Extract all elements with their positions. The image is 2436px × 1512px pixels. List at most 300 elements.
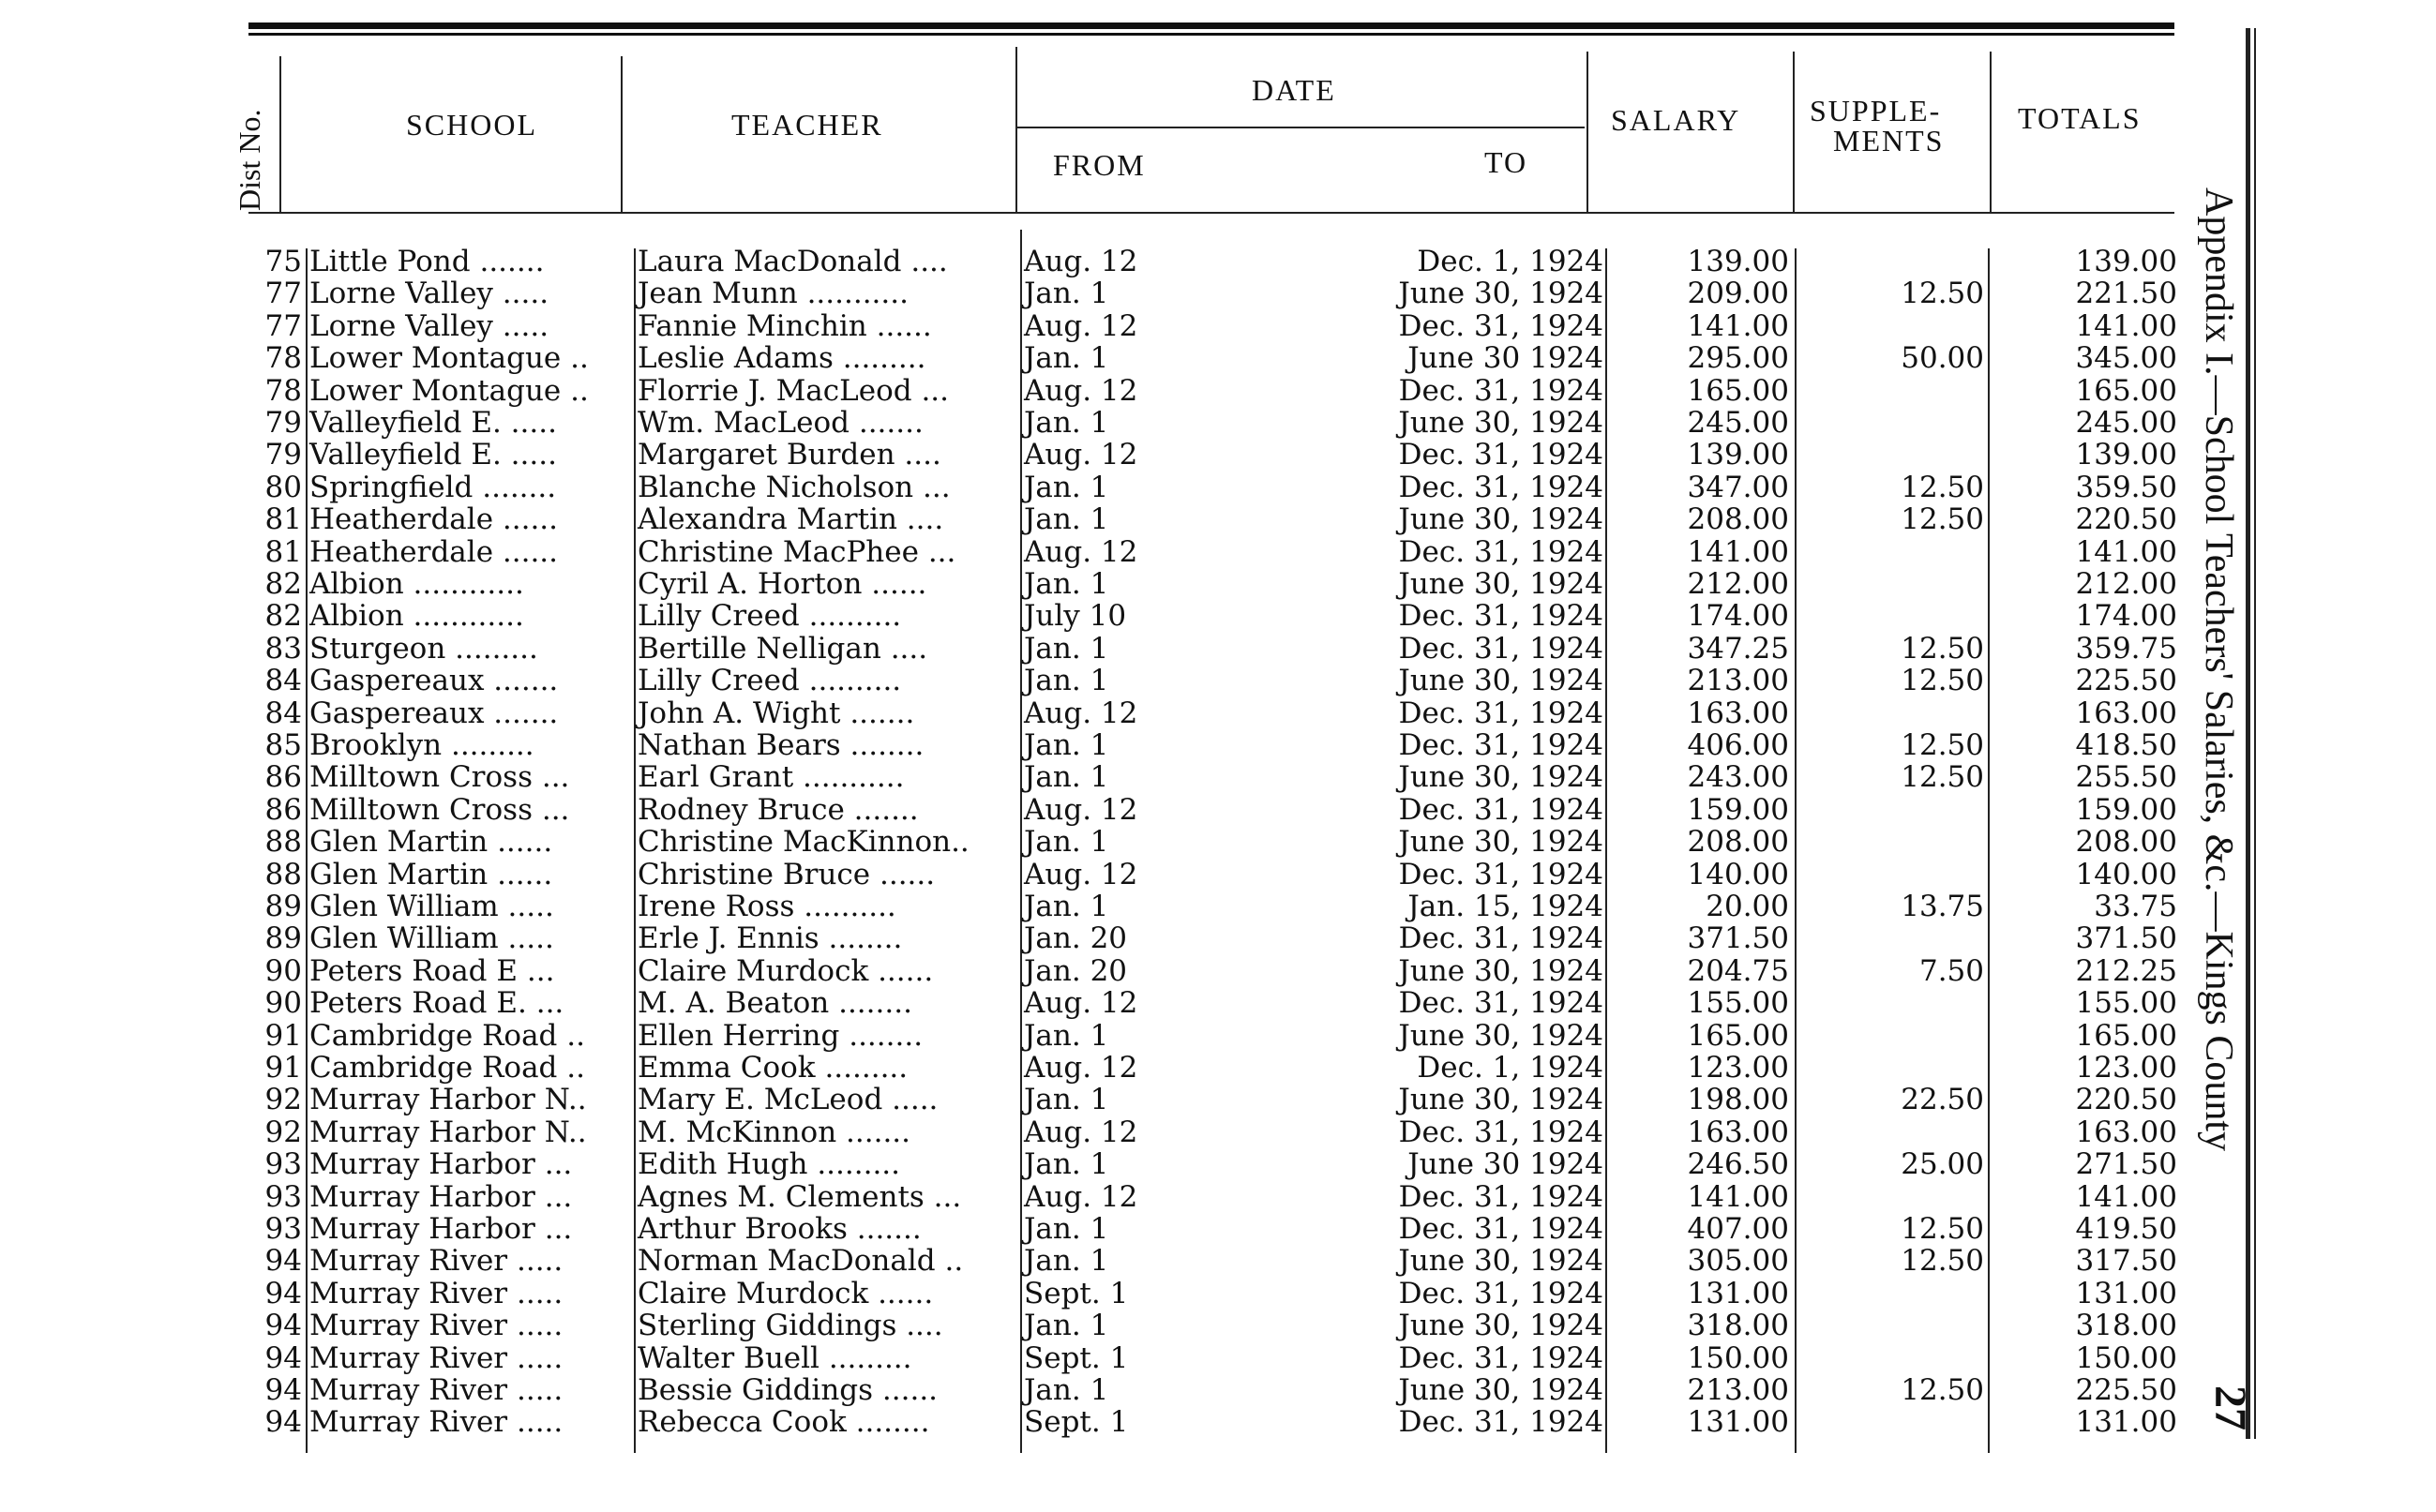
dist-number: 90 — [264, 953, 302, 988]
date-to: June 30 1924 — [1407, 1147, 1603, 1182]
date-from: Jan. 1 — [1024, 1309, 1109, 1343]
table-row — [0, 310, 2250, 342]
dist-number: 77 — [264, 308, 302, 343]
supplements-amount: 25.00 — [1901, 1147, 1984, 1182]
date-to: June 30 1924 — [1407, 341, 1603, 376]
table-row — [0, 697, 2250, 729]
salary-amount: 163.00 — [1687, 696, 1789, 730]
dist-number: 81 — [264, 502, 302, 537]
salary-amount: 139.00 — [1687, 438, 1789, 472]
teacher-name: Emma Cook ......... — [638, 1051, 909, 1085]
school-name: Gaspereaux ....... — [309, 696, 559, 730]
dist-number: 84 — [264, 664, 302, 698]
dist-number: 94 — [264, 1373, 302, 1407]
table-row — [0, 955, 2250, 987]
date-from: Aug. 12 — [1024, 438, 1138, 472]
total-amount: 271.50 — [2075, 1147, 2177, 1182]
teacher-name: Bessie Giddings ...... — [638, 1373, 939, 1407]
side-rule-right — [2254, 28, 2256, 1439]
table-row — [0, 342, 2250, 374]
teacher-name: Lilly Creed .......... — [638, 599, 902, 634]
supplements-amount: 12.50 — [1901, 470, 1984, 504]
teacher-name: Earl Grant ........... — [638, 760, 905, 795]
school-name: Glen Martin ...... — [309, 857, 553, 891]
salary-amount: 407.00 — [1687, 1212, 1789, 1246]
supplements-amount: 12.50 — [1901, 1212, 1984, 1246]
table-row — [0, 665, 2250, 696]
table-row — [0, 1310, 2250, 1341]
date-from: Jan. 1 — [1024, 470, 1109, 504]
total-amount: 208.00 — [2075, 825, 2177, 860]
teacher-name: John A. Wight ....... — [638, 696, 915, 730]
dist-number: 80 — [264, 470, 302, 504]
total-amount: 317.50 — [2075, 1244, 2177, 1279]
teacher-name: Norman MacDonald .. — [638, 1244, 964, 1279]
school-name: Heatherdale ...... — [309, 502, 559, 537]
total-amount: 419.50 — [2075, 1212, 2177, 1246]
salary-amount: 141.00 — [1687, 534, 1789, 569]
school-name: Murray Harbor ... — [309, 1212, 573, 1246]
date-to: June 30, 1924 — [1398, 1244, 1603, 1279]
teacher-name: Nathan Bears ........ — [638, 728, 925, 762]
header-divider-4 — [1586, 52, 1588, 212]
supplements-amount: 12.50 — [1901, 631, 1984, 666]
date-from: Aug. 12 — [1024, 245, 1138, 278]
teacher-name: Bertille Nelligan .... — [638, 631, 928, 666]
dist-number: 78 — [264, 341, 302, 376]
total-amount: 418.50 — [2075, 728, 2177, 762]
salary-amount: 246.50 — [1687, 1147, 1789, 1182]
date-to: Dec. 31, 1924 — [1398, 534, 1603, 569]
date-to: June 30, 1924 — [1398, 760, 1603, 795]
dist-number: 84 — [264, 696, 302, 730]
date-to: Dec. 31, 1924 — [1398, 921, 1603, 956]
total-amount: 220.50 — [2075, 502, 2177, 537]
table-row — [0, 1278, 2250, 1310]
salary-amount: 204.75 — [1687, 953, 1789, 988]
total-amount: 165.00 — [2075, 373, 2177, 408]
school-name: Cambridge Road .. — [309, 1051, 585, 1085]
dist-number: 90 — [264, 986, 302, 1021]
total-amount: 359.50 — [2075, 470, 2177, 504]
header-teacher: TEACHER — [731, 108, 883, 142]
total-amount: 345.00 — [2075, 341, 2177, 376]
dist-number: 89 — [264, 921, 302, 956]
school-name: Murray Harbor ... — [309, 1147, 573, 1182]
school-name: Lorne Valley ..... — [309, 308, 549, 343]
teacher-name: Sterling Giddings .... — [638, 1309, 943, 1343]
total-amount: 359.75 — [2075, 631, 2177, 666]
table-row — [0, 536, 2250, 568]
teacher-name: Rebecca Cook ........ — [638, 1405, 930, 1440]
dist-number: 79 — [264, 406, 302, 440]
date-to: Dec. 31, 1924 — [1398, 1276, 1603, 1310]
table-row — [0, 439, 2250, 471]
table-row — [0, 859, 2250, 891]
header-divider-6 — [1990, 52, 1992, 212]
total-amount: 220.50 — [2075, 1083, 2177, 1117]
date-from: Aug. 12 — [1024, 1115, 1138, 1149]
teacher-name: Alexandra Martin .... — [638, 502, 944, 537]
date-to: Dec. 31, 1924 — [1398, 1115, 1603, 1149]
date-to: Dec. 31, 1924 — [1398, 438, 1603, 472]
school-name: Valleyfield E. ..... — [309, 438, 557, 472]
date-to: Dec. 31, 1924 — [1398, 857, 1603, 891]
date-from: Jan. 1 — [1024, 728, 1109, 762]
school-name: Little Pond ....... — [309, 245, 545, 278]
dist-number: 83 — [264, 631, 302, 666]
table-row — [0, 987, 2250, 1019]
supplements-amount: 13.75 — [1901, 890, 1984, 923]
date-to: June 30, 1924 — [1398, 953, 1603, 988]
dist-number: 91 — [264, 1018, 302, 1053]
header-date: DATE — [1252, 73, 1336, 107]
date-from: Jan. 1 — [1024, 341, 1109, 376]
table-row — [0, 277, 2250, 309]
supplements-amount: 22.50 — [1901, 1083, 1984, 1117]
date-from: Jan. 1 — [1024, 1373, 1109, 1407]
date-from: Jan. 1 — [1024, 890, 1109, 923]
dist-number: 86 — [264, 792, 302, 827]
supplements-amount: 12.50 — [1901, 1244, 1984, 1279]
school-name: Cambridge Road .. — [309, 1018, 585, 1053]
supplements-amount: 12.50 — [1901, 502, 1984, 537]
total-amount: 141.00 — [2075, 534, 2177, 569]
date-to: June 30, 1924 — [1398, 1083, 1603, 1117]
date-from: Aug. 12 — [1024, 1179, 1138, 1214]
date-to: Jan. 15, 1924 — [1407, 890, 1603, 923]
date-to: Dec. 31, 1924 — [1398, 1405, 1603, 1440]
dist-number: 88 — [264, 857, 302, 891]
date-to: Dec. 31, 1924 — [1398, 631, 1603, 666]
date-from: Jan. 1 — [1024, 631, 1109, 666]
teacher-name: Irene Ross .......... — [638, 890, 896, 923]
table-row — [0, 761, 2250, 793]
total-amount: 150.00 — [2075, 1340, 2177, 1375]
date-from: Aug. 12 — [1024, 308, 1138, 343]
dist-number: 77 — [264, 277, 302, 311]
salary-amount: 155.00 — [1687, 986, 1789, 1021]
dist-number: 81 — [264, 534, 302, 569]
school-name: Brooklyn ......... — [309, 728, 534, 762]
salary-amount: 305.00 — [1687, 1244, 1789, 1279]
teacher-name: Jean Munn ........... — [638, 277, 909, 311]
salary-amount: 165.00 — [1687, 373, 1789, 408]
date-to: Dec. 31, 1924 — [1398, 986, 1603, 1021]
teacher-name: Leslie Adams ......... — [638, 341, 926, 376]
teacher-name: Cyril A. Horton ...... — [638, 567, 927, 601]
teacher-name: Claire Murdock ...... — [638, 953, 934, 988]
date-to: June 30, 1924 — [1398, 1309, 1603, 1343]
total-amount: 155.00 — [2075, 986, 2177, 1021]
school-name: Peters Road E. ... — [309, 986, 564, 1021]
teacher-name: Rodney Bruce ....... — [638, 792, 919, 827]
supplements-amount: 12.50 — [1901, 664, 1984, 698]
school-name: Albion ............ — [309, 599, 524, 634]
dist-number: 79 — [264, 438, 302, 472]
school-name: Milltown Cross ... — [309, 760, 570, 795]
salary-amount: 20.00 — [1706, 890, 1789, 923]
teacher-name: Laura MacDonald .... — [638, 245, 948, 278]
table-row — [0, 633, 2250, 665]
date-to: Dec. 1, 1924 — [1417, 1051, 1603, 1085]
header-from: FROM — [1053, 148, 1146, 182]
side-rule-left — [2246, 28, 2250, 1439]
dist-number: 94 — [264, 1309, 302, 1343]
dist-number: 78 — [264, 373, 302, 408]
table-row — [0, 375, 2250, 407]
teacher-name: Agnes M. Clements ... — [638, 1179, 962, 1214]
salary-amount: 198.00 — [1687, 1083, 1789, 1117]
date-from: July 10 — [1024, 599, 1127, 634]
date-to: Dec. 31, 1924 — [1398, 1340, 1603, 1375]
salary-amount: 159.00 — [1687, 792, 1789, 827]
salary-amount: 209.00 — [1687, 277, 1789, 311]
school-name: Valleyfield E. ..... — [309, 406, 557, 440]
school-name: Murray River ..... — [309, 1276, 564, 1310]
total-amount: 212.00 — [2075, 567, 2177, 601]
dist-number: 92 — [264, 1083, 302, 1117]
school-name: Murray River ..... — [309, 1373, 564, 1407]
header-divider-5 — [1793, 52, 1795, 212]
supplements-amount: 12.50 — [1901, 728, 1984, 762]
total-amount: 163.00 — [2075, 696, 2177, 730]
header-supplements-2: MENTS — [1833, 124, 1945, 157]
table-row — [0, 1148, 2250, 1180]
salary-amount: 123.00 — [1687, 1051, 1789, 1085]
teacher-name: M. McKinnon ....... — [638, 1115, 911, 1149]
table-row — [0, 826, 2250, 858]
date-to: Dec. 31, 1924 — [1398, 792, 1603, 827]
date-from: Jan. 1 — [1024, 1083, 1109, 1117]
date-from: Aug. 12 — [1024, 857, 1138, 891]
header-to: TO — [1484, 145, 1528, 179]
supplements-amount: 12.50 — [1901, 760, 1984, 795]
teacher-name: Claire Murdock ...... — [638, 1276, 934, 1310]
date-to: Dec. 31, 1924 — [1398, 1179, 1603, 1214]
table-row — [0, 1181, 2250, 1213]
teacher-name: Blanche Nicholson ... — [638, 470, 951, 504]
salary-amount: 163.00 — [1687, 1115, 1789, 1149]
date-from: Sept. 1 — [1024, 1340, 1129, 1375]
dist-number: 93 — [264, 1212, 302, 1246]
table-row — [0, 472, 2250, 503]
school-name: Lower Montague .. — [309, 373, 589, 408]
total-amount: 165.00 — [2075, 1018, 2177, 1053]
teacher-name: Arthur Brooks ....... — [638, 1212, 922, 1246]
salary-amount: 131.00 — [1687, 1405, 1789, 1440]
total-amount: 139.00 — [2075, 245, 2177, 278]
table-row — [0, 1116, 2250, 1148]
school-name: Glen William ..... — [309, 921, 554, 956]
total-amount: 140.00 — [2075, 857, 2177, 891]
salary-amount: 139.00 — [1687, 245, 1789, 278]
school-name: Murray River ..... — [309, 1309, 564, 1343]
salary-amount: 243.00 — [1687, 760, 1789, 795]
header-totals: TOTALS — [2018, 101, 2142, 135]
appendix-side-title: Appendix I.—School Teachers' Salaries, &c.—Kings County — [2197, 187, 2240, 1152]
teacher-name: M. A. Beaton ........ — [638, 986, 912, 1021]
date-to: Dec. 31, 1924 — [1398, 696, 1603, 730]
teacher-name: Wm. MacLeod ....... — [638, 406, 924, 440]
salary-amount: 165.00 — [1687, 1018, 1789, 1053]
total-amount: 212.25 — [2075, 953, 2177, 988]
date-from: Jan. 1 — [1024, 760, 1109, 795]
salary-amount: 295.00 — [1687, 341, 1789, 376]
total-amount: 371.50 — [2075, 921, 2177, 956]
salary-amount: 213.00 — [1687, 664, 1789, 698]
salary-amount: 141.00 — [1687, 1179, 1789, 1214]
date-to: June 30, 1924 — [1398, 1373, 1603, 1407]
date-from: Jan. 1 — [1024, 502, 1109, 537]
header-salary: SALARY — [1611, 103, 1741, 137]
header-dist-no: Dist No. — [233, 109, 266, 211]
table-row — [0, 1406, 2250, 1438]
teacher-name: Florrie J. MacLeod ... — [638, 373, 950, 408]
teacher-name: Margaret Burden .... — [638, 438, 941, 472]
supplements-amount: 50.00 — [1901, 341, 1984, 376]
school-name: Heatherdale ...... — [309, 534, 559, 569]
total-amount: 245.00 — [2075, 406, 2177, 440]
date-from: Jan. 20 — [1024, 953, 1128, 988]
date-from: Aug. 12 — [1024, 1051, 1138, 1085]
school-name: Murray River ..... — [309, 1405, 564, 1440]
school-name: Murray Harbor N.. — [309, 1115, 587, 1149]
table-row — [0, 729, 2250, 761]
date-to: Dec. 31, 1924 — [1398, 599, 1603, 634]
table-row — [0, 407, 2250, 439]
header-divider-3 — [1015, 47, 1017, 212]
date-from: Aug. 12 — [1024, 986, 1138, 1021]
date-to: Dec. 31, 1924 — [1398, 728, 1603, 762]
date-to: June 30, 1924 — [1398, 502, 1603, 537]
table-row — [0, 1374, 2250, 1406]
top-rule-thick — [248, 22, 2174, 29]
total-amount: 221.50 — [2075, 277, 2177, 311]
teacher-name: Christine MacPhee ... — [638, 534, 956, 569]
salary-amount: 174.00 — [1687, 599, 1789, 634]
date-to: Dec. 31, 1924 — [1398, 308, 1603, 343]
date-to: Dec. 31, 1924 — [1398, 1212, 1603, 1246]
date-to: Dec. 31, 1924 — [1398, 470, 1603, 504]
total-amount: 225.50 — [2075, 1373, 2177, 1407]
salary-amount: 131.00 — [1687, 1276, 1789, 1310]
salary-amount: 213.00 — [1687, 1373, 1789, 1407]
date-from: Aug. 12 — [1024, 696, 1138, 730]
salary-amount: 212.00 — [1687, 567, 1789, 601]
school-name: Glen William ..... — [309, 890, 554, 923]
total-amount: 318.00 — [2075, 1309, 2177, 1343]
date-from: Jan. 1 — [1024, 1212, 1109, 1246]
header-divider-1 — [279, 56, 281, 212]
date-from: Aug. 12 — [1024, 792, 1138, 827]
date-to: June 30, 1924 — [1398, 825, 1603, 860]
dist-number: 89 — [264, 890, 302, 923]
total-amount: 131.00 — [2075, 1276, 2177, 1310]
total-amount: 123.00 — [2075, 1051, 2177, 1085]
date-from: Jan. 1 — [1024, 825, 1109, 860]
dist-number: 82 — [264, 599, 302, 634]
school-name: Sturgeon ......... — [309, 631, 538, 666]
salary-amount: 371.50 — [1687, 921, 1789, 956]
supplements-amount: 12.50 — [1901, 277, 1984, 311]
dist-number: 94 — [264, 1244, 302, 1279]
salary-amount: 318.00 — [1687, 1309, 1789, 1343]
salary-amount: 208.00 — [1687, 502, 1789, 537]
total-amount: 225.50 — [2075, 664, 2177, 698]
teacher-name: Christine Bruce ...... — [638, 857, 936, 891]
date-from: Jan. 1 — [1024, 1147, 1109, 1182]
header-divider-2 — [621, 56, 623, 212]
dist-number: 94 — [264, 1405, 302, 1440]
total-amount: 159.00 — [2075, 792, 2177, 827]
dist-number: 93 — [264, 1147, 302, 1182]
teacher-name: Erle J. Ennis ........ — [638, 921, 903, 956]
dist-number: 93 — [264, 1179, 302, 1214]
table-row — [0, 922, 2250, 954]
date-from: Jan. 1 — [1024, 1018, 1109, 1053]
salary-amount: 406.00 — [1687, 728, 1789, 762]
dist-number: 75 — [264, 245, 302, 278]
dist-number: 82 — [264, 567, 302, 601]
school-name: Gaspereaux ....... — [309, 664, 559, 698]
table-row — [0, 568, 2250, 600]
table-row — [0, 1245, 2250, 1277]
teacher-name: Mary E. McLeod ..... — [638, 1083, 939, 1117]
date-from: Jan. 1 — [1024, 664, 1109, 698]
school-name: Murray Harbor N.. — [309, 1083, 587, 1117]
header-school: SCHOOL — [406, 108, 538, 142]
total-amount: 255.50 — [2075, 760, 2177, 795]
table-row — [0, 891, 2250, 922]
school-name: Murray Harbor ... — [309, 1179, 573, 1214]
teacher-name: Walter Buell ......... — [638, 1340, 912, 1375]
date-to: June 30, 1924 — [1398, 664, 1603, 698]
date-from: Jan. 1 — [1024, 567, 1109, 601]
school-name: Glen Martin ...... — [309, 825, 553, 860]
dist-number: 86 — [264, 760, 302, 795]
date-from: Jan. 20 — [1024, 921, 1128, 956]
salary-amount: 347.00 — [1687, 470, 1789, 504]
dist-number: 94 — [264, 1276, 302, 1310]
school-name: Albion ............ — [309, 567, 524, 601]
salary-amount: 140.00 — [1687, 857, 1789, 891]
table-row — [0, 503, 2250, 535]
school-name: Milltown Cross ... — [309, 792, 570, 827]
supplements-amount: 7.50 — [1918, 953, 1984, 988]
date-sub-rule — [1017, 127, 1585, 128]
table-row — [0, 794, 2250, 826]
total-amount: 141.00 — [2075, 1179, 2177, 1214]
school-name: Murray River ..... — [309, 1244, 564, 1279]
teacher-name: Lilly Creed .......... — [638, 664, 902, 698]
table-row — [0, 246, 2250, 277]
teacher-name: Christine MacKinnon.. — [638, 825, 970, 860]
date-to: June 30, 1924 — [1398, 277, 1603, 311]
table-row — [0, 1084, 2250, 1115]
supplements-amount: 12.50 — [1901, 1373, 1984, 1407]
date-from: Jan. 1 — [1024, 1244, 1109, 1279]
school-name: Lower Montague .. — [309, 341, 589, 376]
header-bottom-rule — [248, 212, 2174, 214]
date-from: Sept. 1 — [1024, 1405, 1129, 1440]
page-number: 27 — [2205, 1385, 2255, 1430]
school-name: Lorne Valley ..... — [309, 277, 549, 311]
total-amount: 163.00 — [2075, 1115, 2177, 1149]
date-to: Dec. 31, 1924 — [1398, 373, 1603, 408]
date-to: Dec. 1, 1924 — [1417, 245, 1603, 278]
school-name: Murray River ..... — [309, 1340, 564, 1375]
